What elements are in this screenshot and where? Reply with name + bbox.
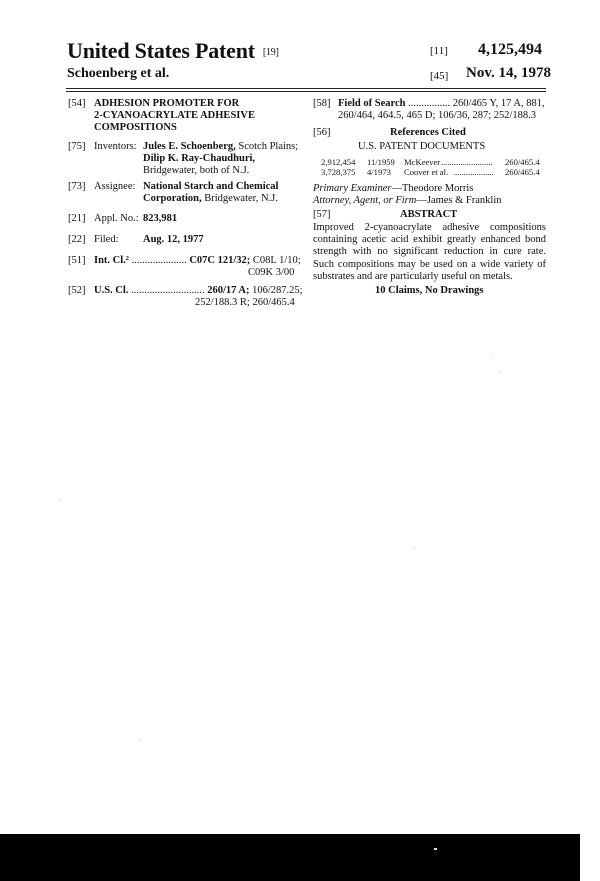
filed-date: Aug. 12, 1977 [143,234,204,245]
header-rule-top [66,88,546,89]
uscl-code: [52] [68,285,86,296]
invention-title-line: ADHESION PROMOTER FOR [94,98,240,109]
refs-heading: References Cited [390,127,466,138]
search-value-2: 260/464, 464.5, 465 D; 106/36, 287; 252/188.3 [338,110,537,121]
inventors-label: Inventors: [94,141,137,152]
search-dots: ................ [405,98,451,109]
date-code: [45] [430,70,449,82]
primary-examiner [313,183,473,195]
uscl-value-rest: 106/287.25; [249,285,303,296]
uscl-line [94,285,304,297]
ref-dots: ........................ [441,157,493,167]
inventors-list [143,141,303,177]
ref-class: 260/465.4 [505,157,540,167]
appl-number: 823,981 [143,213,178,224]
intcl-line [94,255,304,267]
scan-speck [492,357,493,358]
refs-subheading: U.S. PATENT DOCUMENTS [358,141,486,152]
inventor-name: Jules E. Schoenberg, [143,141,236,152]
appl-label: Appl. No.: [94,213,139,224]
search-line [338,98,548,110]
title-code: [19] [262,47,279,58]
intcl-label: Int. Cl.² [94,255,129,266]
title-text: United States Patent [67,38,255,63]
uscl-label: U.S. Cl. [94,285,129,296]
patent-number: 4,125,494 [478,41,542,58]
search-label: Field of Search [338,98,406,109]
scan-speck [434,848,437,850]
inventors-code: [75] [68,141,86,152]
appl-code: [21] [68,213,86,224]
patent-title [67,38,279,64]
assignee-name: National Starch and Chemical [143,181,279,192]
invention-title-line: 2-CYANOACRYLATE ADHESIVE [94,110,255,121]
ref-date: 11/1959 [367,157,395,167]
assignee-location: Bridgewater, N.J. [201,193,278,204]
patent-date: Nov. 14, 1978 [466,65,552,81]
ref-class: 260/465.4 [505,167,540,177]
attorney [313,195,502,207]
uscl-dots: ............................ [128,285,205,296]
title-code-54: [54] [68,98,86,109]
invention-title [94,98,294,134]
ref-name: McKeever [404,157,441,167]
inventor-location: Bridgewater, both of N.J. [143,165,250,176]
scan-speck [500,372,501,373]
attorney-name: —James & Franklin [416,195,502,206]
assignee-name: Corporation, [143,193,202,204]
scan-speck [414,548,415,549]
ref-dots: ................... [453,167,494,177]
ref-date: 4/1973 [367,167,391,177]
search-code: [58] [313,98,331,109]
abstract-text: Improved 2-cyanoacrylate adhesive compositions containing acetic acid exhibit greatly enhanced bond strength with no significant reduction in cure rate. Such compositions may be used on a wide variety of substrates and are particularly useful on metals. [313,222,546,282]
search-value: 260/465 Y, 17 A, 881, [450,98,545,109]
attorney-label: Attorney, Agent, or Firm [313,195,417,206]
assignee-value [143,181,303,205]
assignee-label: Assignee: [94,181,136,192]
ref-number: 3,728,375 [321,167,356,177]
scan-speck [140,740,141,741]
examiner-label: Primary Examiner [313,183,392,194]
intcl-value-2: C09K 3/00 [248,267,295,278]
claims-summary: 10 Claims, No Drawings [375,285,484,296]
intcl-code: [51] [68,255,86,266]
inventors-short: Schoenberg et al. [67,66,170,81]
examiner-name: —Theodore Morris [391,183,474,194]
intcl-value: C07C 121/32; [189,255,251,266]
uscl-value: 260/17 A; [207,285,250,296]
ref-number: 2,912,454 [321,157,356,167]
filed-label: Filed: [94,234,119,245]
invention-title-line: COMPOSITIONS [94,122,177,133]
intcl-dots: ..................... [128,255,187,266]
ref-name: Coover et al. [404,167,449,177]
scan-speck [60,500,61,501]
inventor-location: Scotch Plains; [235,141,299,152]
inventor-name: Dilip K. Ray-Chaudhuri, [143,153,256,164]
refs-code: [56] [313,127,331,138]
abstract-code: [57] [313,209,331,220]
filed-code: [22] [68,234,86,245]
assignee-code: [73] [68,181,86,192]
intcl-value-rest: C08L 1/10; [250,255,301,266]
abstract-heading: ABSTRACT [400,209,458,220]
patent-number-code: [11] [430,45,448,57]
scan-border-bar [0,834,580,881]
uscl-value-2: 252/188.3 R; 260/465.4 [195,297,295,308]
header-rule-bottom [66,91,546,92]
